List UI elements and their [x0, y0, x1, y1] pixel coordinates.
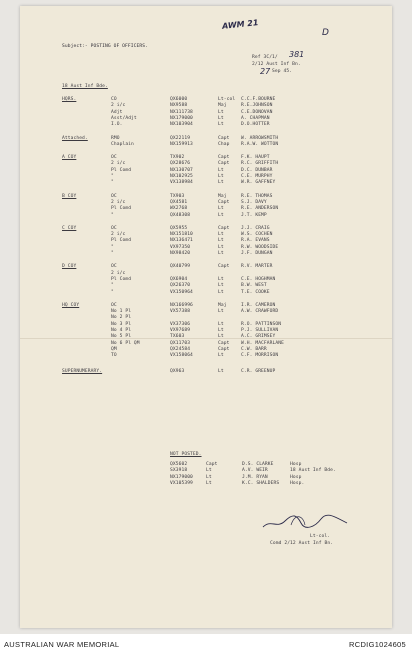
- roster-rank: Capt: [218, 199, 230, 205]
- roster-rank: Lt: [218, 232, 224, 238]
- roster-role: No 5 Pl: [111, 334, 132, 340]
- roster-num: NX102925: [170, 174, 193, 179]
- footer-record-id: RCDIG1024605: [349, 640, 406, 649]
- roster-num: NX166996: [170, 302, 193, 308]
- roster-name: F.K. HAUPT: [241, 155, 270, 161]
- roster-rank: Capt: [218, 225, 230, 231]
- roster-rank: Lt: [218, 212, 224, 218]
- roster-name: D.C. DUNBAR: [241, 167, 273, 173]
- roster-role: No 1 Pl: [111, 309, 132, 315]
- roster-num: NX9588: [170, 103, 188, 109]
- group-label: C COY: [62, 225, 77, 231]
- roster-name: R.C. GRIFFITH: [241, 161, 279, 167]
- not-posted-note: Hosp: [290, 462, 302, 467]
- roster-role: ": [111, 283, 114, 289]
- roster-rank: Capt: [218, 135, 230, 141]
- roster-name: R.V. MARTER: [241, 264, 273, 270]
- handwritten-awm-annotation: AWM 21: [221, 18, 259, 31]
- archive-footer: [0, 634, 412, 653]
- roster-role: 2 i/c: [111, 199, 126, 205]
- not-posted-rank: Lt: [206, 480, 212, 486]
- roster-num: VX57388: [170, 309, 191, 315]
- roster-num: QX963: [170, 368, 185, 374]
- roster-rank: Lt: [218, 353, 224, 359]
- not-posted-num: NX179000: [170, 474, 193, 480]
- reference-number: Ref 3C/1/: [252, 55, 278, 60]
- roster-role: No 2 Pl: [111, 315, 132, 321]
- roster-num: QX40799: [170, 264, 191, 270]
- roster-num: NX98420: [170, 251, 191, 256]
- roster-num: QX26370: [170, 283, 191, 289]
- roster-role: ": [111, 289, 114, 295]
- roster-role: ": [111, 180, 114, 186]
- roster-role: CO: [111, 97, 117, 102]
- roster-role: Pl Comd: [111, 206, 132, 212]
- roster-name: W.S. COCHEN: [241, 232, 273, 238]
- roster-rank: Lt: [218, 321, 224, 327]
- roster-rank: Lt: [218, 206, 224, 212]
- footer-institution: AUSTRALIAN WAR MEMORIAL: [4, 640, 120, 649]
- roster-role: 2 i/c: [111, 103, 126, 109]
- group-label: HQRS.: [62, 97, 77, 102]
- handwritten-ref-suffix: 381: [289, 50, 305, 59]
- roster-num: QX28676: [170, 161, 191, 167]
- roster-name: C.R. GREENUP: [241, 368, 276, 374]
- roster-role: Chaplain: [111, 141, 134, 147]
- not-posted-note: 18 Aust Inf Bde.: [290, 468, 336, 474]
- roster-num: VX138984: [170, 180, 193, 186]
- not-posted-rank: Capt: [206, 462, 218, 467]
- roster-name: C.C.F.BOURNE: [241, 97, 276, 102]
- roster-rank: Lt: [218, 289, 224, 295]
- not-posted-num: SX3918: [170, 468, 188, 474]
- roster-role: 2 i/c: [111, 270, 126, 276]
- roster-role: Pl Comd: [111, 276, 132, 282]
- roster-rank: Lt: [218, 309, 224, 315]
- roster-num: VX150964: [170, 289, 193, 295]
- roster-rank: Lt: [218, 244, 224, 250]
- roster-role: TO: [111, 353, 117, 359]
- roster-role: No 3 Pl: [111, 321, 132, 327]
- roster-rank: Lt: [218, 109, 224, 115]
- roster-name: W.R. GAFFNEY: [241, 180, 276, 186]
- roster-num: NX103904: [170, 122, 193, 128]
- subject-line: Subject:- POSTING OF OFFICERS.: [62, 44, 148, 49]
- roster-name: S.J. DAVY: [241, 199, 267, 205]
- roster-name: B.W. WEST: [241, 283, 267, 289]
- roster-rank: Maj: [218, 302, 227, 308]
- roster-role: No 6 Pl QM: [111, 340, 140, 346]
- roster-num: VX37306: [170, 321, 191, 327]
- roster-name: R.O. PATTINSON: [241, 321, 282, 327]
- roster-role: 2 i/c: [111, 232, 126, 238]
- roster-num: QX11703: [170, 340, 191, 346]
- group-label: A COY: [62, 155, 77, 161]
- handwritten-date-day: 27: [260, 67, 271, 76]
- not-posted-num: VX105399: [170, 480, 193, 486]
- group-label: SUPERNUMERARY.: [62, 368, 103, 374]
- date-line: Sep 45.: [272, 69, 293, 74]
- roster-rank: Lt: [218, 238, 224, 244]
- roster-role: OC: [111, 302, 117, 308]
- roster-num: QX6904: [170, 276, 188, 282]
- roster-role: OC: [111, 225, 117, 231]
- roster-num: TX902: [170, 155, 185, 161]
- roster-role: QM: [111, 346, 117, 352]
- roster-role: Pl Comd: [111, 238, 132, 244]
- roster-role: I.O.: [111, 122, 123, 128]
- roster-num: NX151810: [170, 232, 193, 238]
- roster-num: NX136471: [170, 238, 193, 244]
- roster-num: QX4581: [170, 199, 188, 205]
- roster-role: RMO: [111, 135, 120, 141]
- roster-num: NX111738: [170, 109, 193, 115]
- roster-rank: Capt: [218, 346, 230, 352]
- roster-name: P.J. SULLIVAN: [241, 328, 279, 333]
- fold-line: [20, 338, 392, 339]
- roster-num: QX48308: [170, 212, 191, 218]
- roster-num: NX179000: [170, 115, 193, 121]
- roster-num: QX6000: [170, 97, 188, 102]
- section-title: 18 Aust Inf Bde.: [62, 84, 108, 89]
- roster-num: NX159913: [170, 141, 193, 147]
- signature-scribble: [261, 511, 351, 533]
- roster-rank: Lt: [218, 276, 224, 282]
- roster-role: ": [111, 251, 114, 256]
- roster-rank: Lt: [218, 368, 224, 374]
- roster-name: R.E.JOHNSON: [241, 103, 273, 109]
- roster-name: T.E. COOKE: [241, 289, 270, 295]
- roster-rank: Lt-col: [218, 97, 236, 102]
- roster-role: Pl Comd: [111, 167, 132, 173]
- signature-unit: Comd 2/12 Aust Inf Bn.: [270, 541, 334, 546]
- roster-num: VX97350: [170, 244, 191, 250]
- roster-rank: Lt: [218, 115, 224, 121]
- roster-name: J.J. CRAIG: [241, 225, 270, 231]
- roster-rank: Capt: [218, 340, 230, 346]
- document-page: [20, 6, 392, 628]
- roster-role: Asst/Adjt: [111, 115, 137, 121]
- roster-num: VX97689: [170, 328, 191, 333]
- roster-rank: Capt: [218, 161, 230, 167]
- roster-name: R.W. WOODSIDE: [241, 244, 279, 250]
- roster-num: WX2768: [170, 206, 188, 212]
- roster-role: ": [111, 212, 114, 218]
- group-label: D COY: [62, 264, 77, 270]
- roster-name: D.O.HOTTER: [241, 122, 270, 128]
- roster-rank: Maj: [218, 103, 227, 109]
- unit-line: 2/12 Aust Inf Bn.: [252, 62, 301, 67]
- roster-name: A.C. GRIMSEY: [241, 334, 276, 340]
- roster-name: C.E. MURPHY: [241, 174, 273, 179]
- roster-name: I.R. CAMERON: [241, 302, 276, 308]
- roster-rank: Lt: [218, 122, 224, 128]
- handwritten-page-letter: D: [322, 28, 329, 38]
- roster-name: C.F. MORRISON: [241, 353, 279, 359]
- roster-role: 2 i/c: [111, 161, 126, 167]
- roster-role: ": [111, 174, 114, 179]
- group-label: B COY: [62, 193, 77, 199]
- roster-num: VX158064: [170, 353, 193, 359]
- roster-name: R.A.W. WOTTON: [241, 141, 279, 147]
- roster-role: OC: [111, 193, 117, 199]
- roster-name: R.A. EVANS: [241, 238, 270, 244]
- not-posted-rank: Lt: [206, 468, 212, 474]
- roster-role: OC: [111, 264, 117, 270]
- not-posted-name: A.V. WEIR: [242, 468, 268, 474]
- roster-rank: Capt: [218, 155, 230, 161]
- signature-title: Lt-col.: [310, 534, 331, 539]
- not-posted-rank: Lt: [206, 474, 212, 480]
- not-posted-title: NOT POSTED.: [170, 452, 202, 457]
- roster-name: R.E. ANDERSON: [241, 206, 279, 212]
- roster-name: C.W. BARR: [241, 346, 267, 352]
- group-label: HQ COY: [62, 302, 80, 308]
- roster-name: R.E. THOMAS: [241, 193, 273, 199]
- roster-rank: Lt: [218, 167, 224, 173]
- roster-name: W. ARROWSMITH: [241, 135, 279, 141]
- roster-name: A.W. CRAWFORD: [241, 309, 279, 315]
- roster-rank: Lt: [218, 283, 224, 289]
- roster-name: J.T. KEMP: [241, 212, 267, 218]
- not-posted-name: J.M. RYAN: [242, 474, 268, 480]
- not-posted-name: K.C. SHALDERS: [242, 480, 280, 486]
- roster-rank: Lt: [218, 328, 224, 333]
- roster-rank: Lt: [218, 180, 224, 186]
- roster-rank: Chap: [218, 141, 230, 147]
- roster-name: C.E. HOGHMAN: [241, 276, 276, 282]
- roster-name: W.H. MACFARLANE: [241, 340, 284, 346]
- roster-name: C.E.DONOVAN: [241, 109, 273, 115]
- roster-rank: Capt: [218, 264, 230, 270]
- group-label: Attached.: [62, 135, 88, 141]
- roster-rank: Lt: [218, 334, 224, 340]
- roster-rank: Lt: [218, 174, 224, 179]
- roster-num: QX24584: [170, 346, 191, 352]
- roster-num: NX130707: [170, 167, 193, 173]
- not-posted-num: QX5602: [170, 462, 188, 467]
- not-posted-note: Hosp.: [290, 480, 305, 486]
- roster-rank: Maj: [218, 193, 227, 199]
- roster-num: TX903: [170, 193, 185, 199]
- roster-num: QX22119: [170, 135, 191, 141]
- roster-name: J.F. DUNGAN: [241, 251, 273, 256]
- roster-role: ": [111, 244, 114, 250]
- roster-num: QX5955: [170, 225, 188, 231]
- roster-role: OC: [111, 155, 117, 161]
- roster-rank: Lt: [218, 251, 224, 256]
- roster-name: A. CHAPMAN: [241, 115, 270, 121]
- not-posted-name: D.S. CLARKE: [242, 462, 274, 467]
- roster-role: Adjt: [111, 109, 123, 115]
- not-posted-note: Hosp: [290, 474, 302, 480]
- roster-role: No 4 Pl: [111, 328, 132, 333]
- roster-num: TX603: [170, 334, 185, 340]
